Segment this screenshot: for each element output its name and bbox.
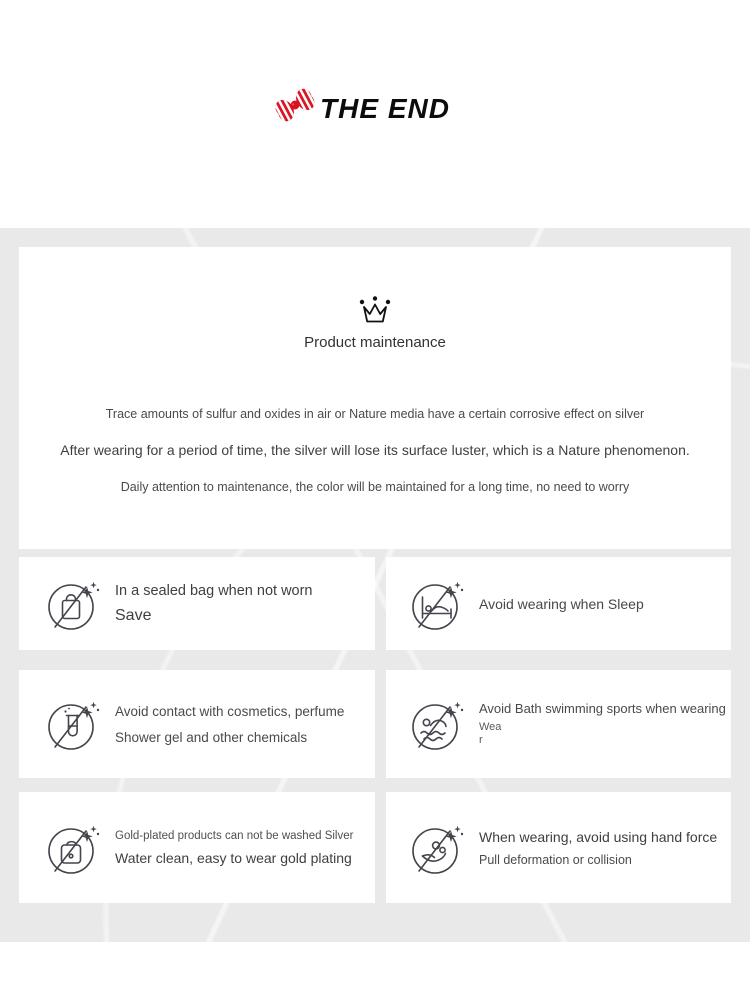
care-card-text — [115, 704, 344, 745]
maintenance-paragraph: After wearing for a period of time, the silver will lose its surface luster, which is a Nature phenomenon. — [60, 442, 690, 458]
care-line: Wea — [479, 721, 502, 733]
care-card-hand-force — [386, 792, 731, 903]
maintenance-paragraph: Daily attention to maintenance, the color will be maintained for a long time, no need to worry — [120, 480, 630, 494]
gray-background-section — [0, 228, 750, 942]
care-line: Gold-plated products can not be washed Silver — [115, 829, 354, 842]
no-hand-force-icon — [409, 820, 465, 876]
the-end-header — [0, 0, 750, 228]
maintenance-paragraph: Trace amounts of sulfur and oxides in air or Nature media have a certain corrosive effect on silver — [105, 407, 645, 421]
care-line: Avoid wearing when Sleep — [479, 595, 644, 612]
care-card-washing — [19, 792, 375, 903]
crown-icon — [355, 294, 395, 324]
care-line: r — [479, 734, 483, 746]
care-card-sealed-bag — [19, 557, 375, 650]
product-maintenance-card — [19, 247, 731, 549]
care-card-cosmetics — [19, 670, 375, 778]
no-washing-icon — [45, 820, 101, 876]
care-card-text — [479, 829, 717, 867]
the-end-title: THE END — [320, 93, 450, 124]
no-sleeping-icon — [409, 576, 465, 632]
care-line: Avoid Bath swimming sports when wearing — [479, 701, 726, 716]
no-perfume-icon — [45, 696, 101, 752]
care-card-text — [479, 596, 644, 612]
maintenance-paragraphs — [19, 407, 731, 494]
maintenance-title: Product maintenance — [304, 334, 446, 351]
care-line: Pull deformation or collision — [479, 852, 632, 867]
care-line: Water clean, easy to wear gold plating — [115, 849, 352, 866]
red-bow-icon — [272, 82, 318, 128]
care-line: Save — [115, 606, 152, 624]
no-swimming-icon — [409, 696, 465, 752]
the-end-group — [272, 90, 450, 128]
no-storage-bag-icon — [45, 576, 101, 632]
care-card-text — [115, 830, 353, 866]
care-card-text — [115, 583, 313, 625]
care-line: When wearing, avoid using hand force — [479, 828, 718, 845]
care-card-sleep — [386, 557, 731, 650]
care-line: Avoid contact with cosmetics, perfume — [115, 703, 345, 719]
care-line: In a sealed bag when not worn — [115, 582, 313, 599]
care-line: Shower gel and other chemicals — [115, 729, 308, 745]
care-card-swimming — [386, 670, 731, 778]
care-card-text — [479, 701, 726, 747]
